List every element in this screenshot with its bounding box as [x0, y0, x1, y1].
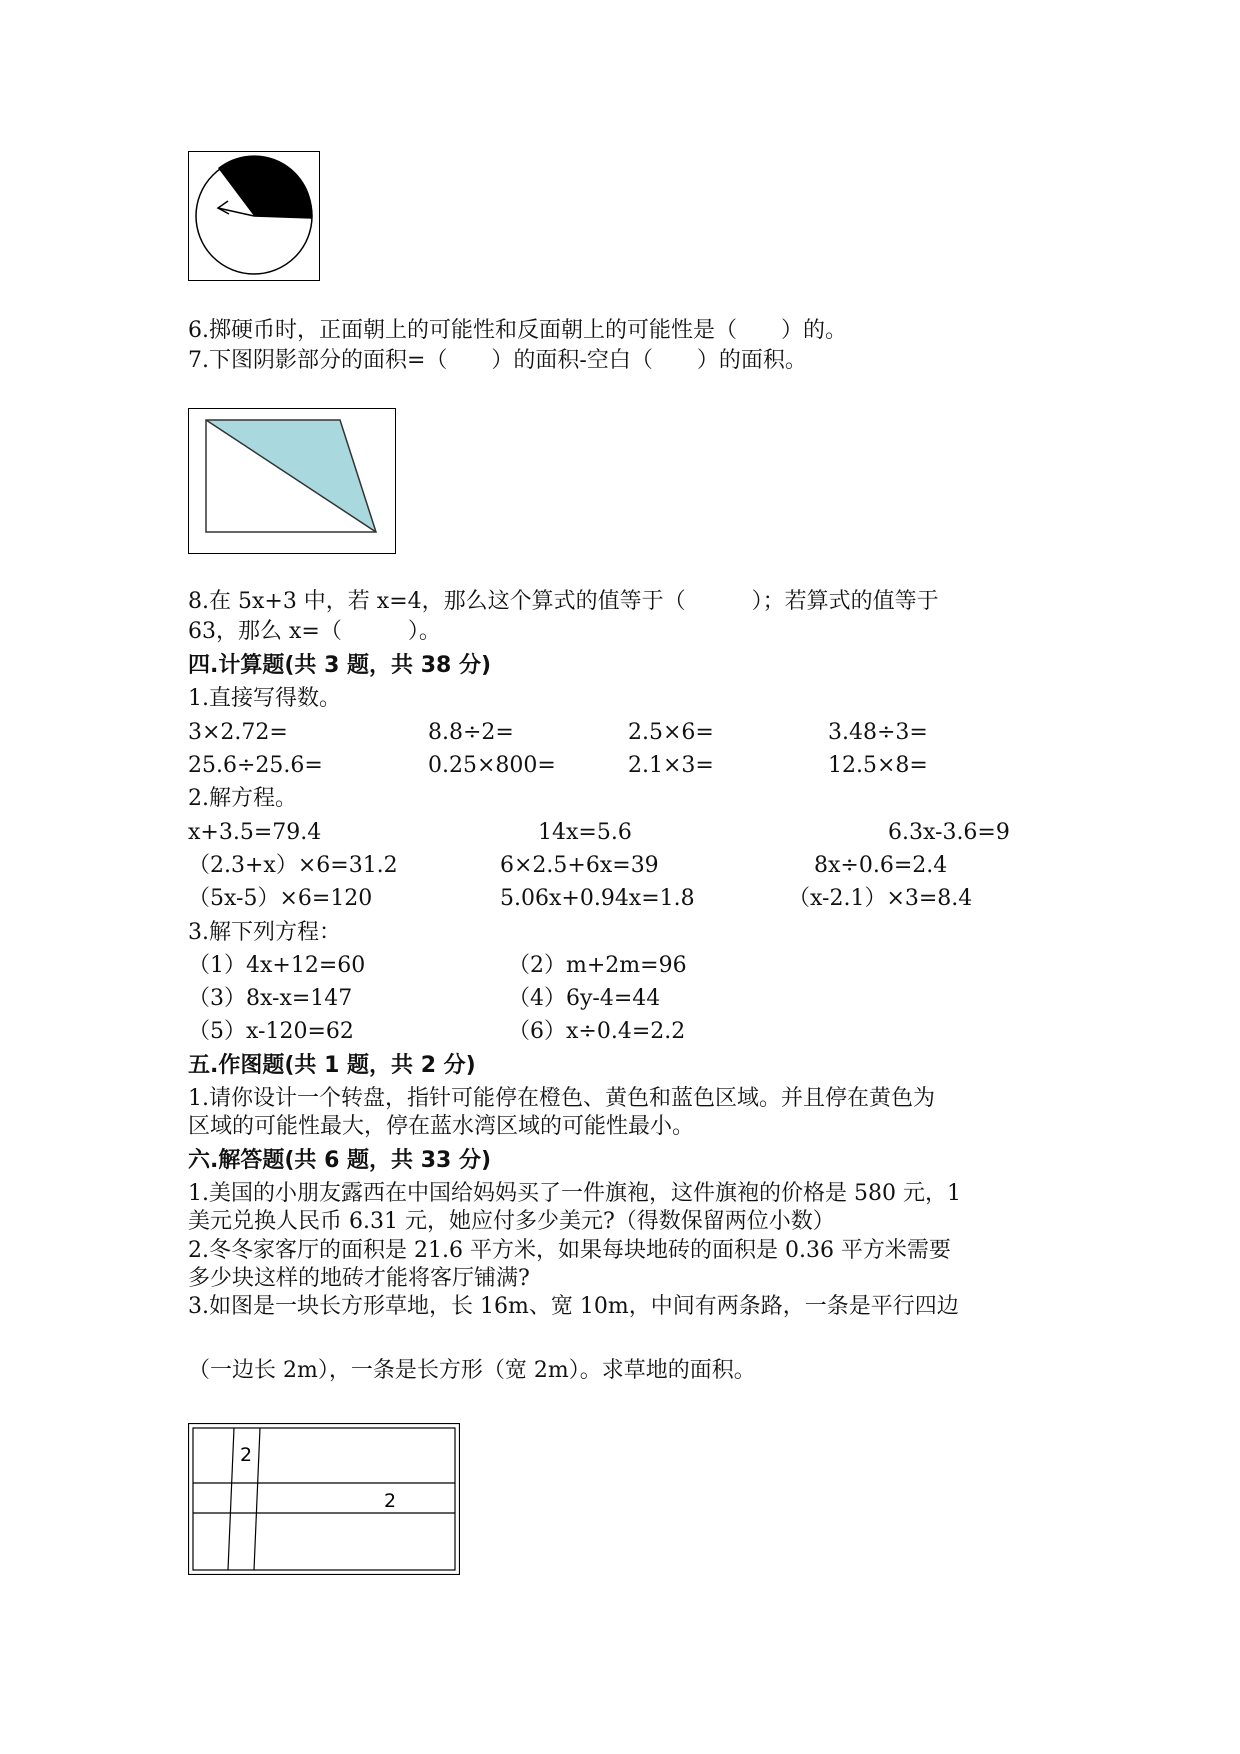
calc-item: 3×2.72= — [188, 720, 288, 745]
calc-item: 12.5×8= — [828, 753, 928, 778]
parallelogram-road-left-edge — [228, 1428, 234, 1570]
section-6-q1-line-2: 美元兑换人民币 6.31 元，她应付多少美元?（得数保留两位小数） — [188, 1209, 835, 1234]
equation-item: （2.3+x）×6=31.2 — [188, 853, 398, 878]
section-5-q1-line-1: 1.请你设计一个转盘，指针可能停在橙色、黄色和蓝色区域。并且停在黄色为 — [188, 1086, 935, 1111]
equation-item: （3）8x-x=147 — [188, 986, 353, 1011]
section-4-title: 四.计算题(共 3 题，共 38 分) — [188, 653, 492, 678]
equation-item: 5.06x+0.94x=1.8 — [500, 886, 695, 911]
question-8-line-2: 63，那么 x=（ ）。 — [188, 619, 441, 644]
spinner-figure — [188, 151, 320, 285]
equation-item: （4）6y-4=44 — [508, 986, 661, 1011]
equation-item: 6×2.5+6x=39 — [500, 853, 659, 878]
equation-item: 8x÷0.6=2.4 — [814, 853, 948, 878]
shaded-area-figure — [188, 408, 396, 558]
section-4-part-3-title: 3.解下列方程： — [188, 920, 341, 945]
section-5-title: 五.作图题(共 1 题，共 2 分) — [188, 1053, 476, 1078]
equation-item: （1）4x+12=60 — [188, 953, 366, 978]
section-6-q3-line-2: （一边长 2m），一条是长方形（宽 2m）。求草地的面积。 — [188, 1358, 756, 1383]
spinner-svg — [188, 151, 320, 281]
calc-item: 25.6÷25.6= — [188, 753, 323, 778]
parallelogram-road-right-edge — [254, 1428, 260, 1570]
question-8-line-1: 8.在 5x+3 中，若 x=4，那么这个算式的值等于（ ）；若算式的值等于 — [188, 589, 939, 614]
shaded-area-svg — [188, 408, 396, 554]
section-6-q2-line-1: 2.冬冬家客厅的面积是 21.6 平方米，如果每块地砖的面积是 0.36 平方米需要 — [188, 1238, 951, 1263]
equation-item: 6.3x-3.6=9 — [888, 820, 1010, 845]
lawn-paths-figure — [188, 1423, 460, 1579]
lawn-paths-svg — [188, 1423, 460, 1575]
equation-item: （x-2.1）×3=8.4 — [788, 886, 973, 911]
equation-item: （6）x÷0.4=2.2 — [508, 1019, 686, 1044]
question-6: 6.掷硬币时，正面朝上的可能性和反面朝上的可能性是（ ）的。 — [188, 318, 847, 343]
equation-item: x+3.5=79.4 — [188, 820, 322, 845]
section-6-q2-line-2: 多少块这样的地砖才能将客厅铺满? — [188, 1266, 530, 1291]
equation-item: （5）x-120=62 — [188, 1019, 354, 1044]
lawn-rectangle — [193, 1428, 455, 1570]
calc-item: 2.5×6= — [628, 720, 714, 745]
section-6-title: 六.解答题(共 6 题，共 33 分) — [188, 1148, 492, 1173]
equation-item: 14x=5.6 — [538, 820, 632, 845]
calc-item: 3.48÷3= — [828, 720, 928, 745]
lawn-label-horizontal: 2 — [384, 1490, 397, 1512]
section-6-q1-line-1: 1.美国的小朋友露西在中国给妈妈买了一件旗袍，这件旗袍的价格是 580 元，1 — [188, 1181, 961, 1206]
equation-item: （5x-5）×6=120 — [188, 886, 373, 911]
section-4-part-1-title: 1.直接写得数。 — [188, 686, 341, 711]
calc-item: 0.25×800= — [428, 753, 556, 778]
question-7: 7.下图阴影部分的面积=（ ）的面积-空白（ ）的面积。 — [188, 348, 807, 373]
lawn-label-vertical: 2 — [240, 1444, 253, 1466]
section-4-part-2-title: 2.解方程。 — [188, 786, 297, 811]
calc-item: 2.1×3= — [628, 753, 714, 778]
calc-item: 8.8÷2= — [428, 720, 514, 745]
equation-item: （2）m+2m=96 — [508, 953, 687, 978]
section-6-q3-line-1: 3.如图是一块长方形草地，长 16m、宽 10m，中间有两条路，一条是平行四边 — [188, 1294, 959, 1319]
section-5-q1-line-2: 区域的可能性最大，停在蓝水湾区域的可能性最小。 — [188, 1114, 695, 1139]
